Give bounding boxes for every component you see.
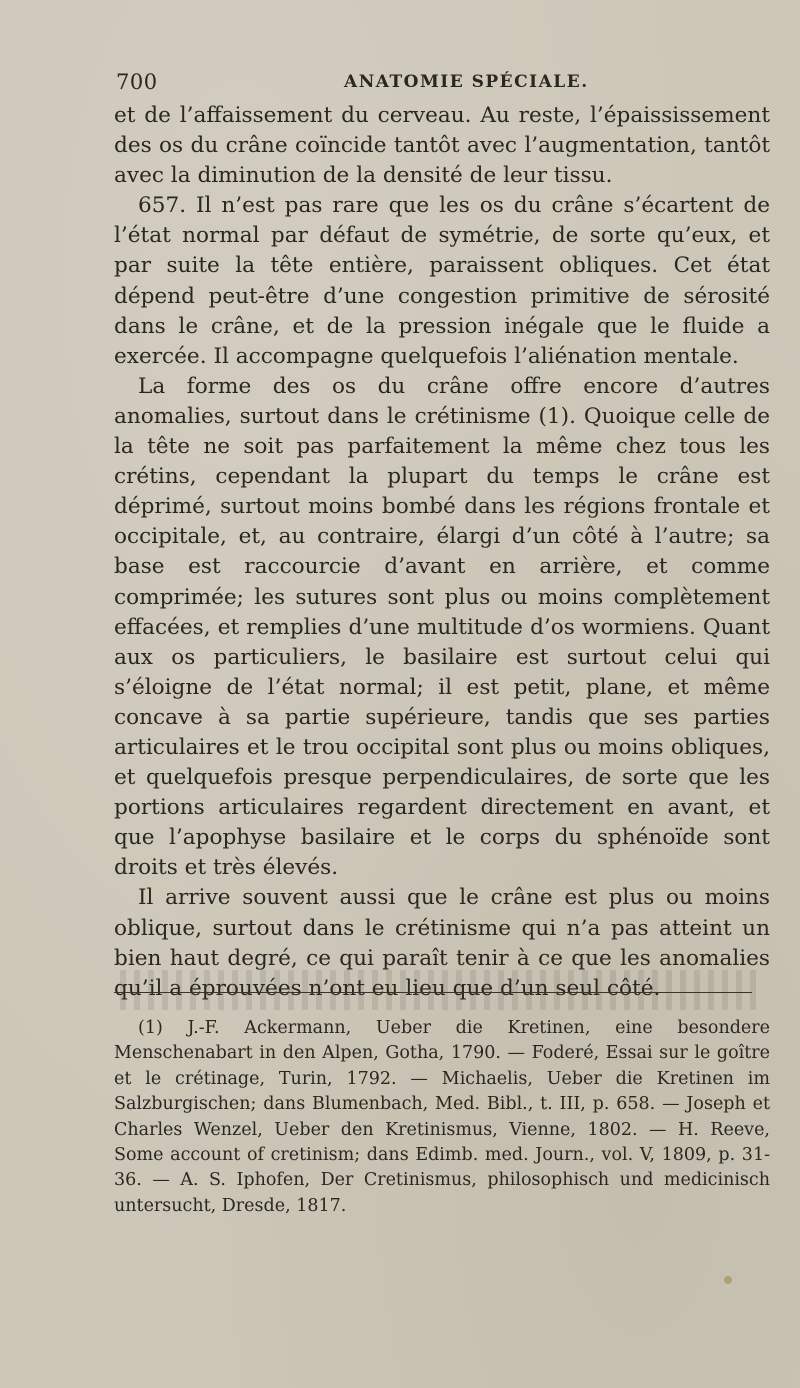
paragraph-cretinism: La forme des os du crâne offre encore d’autres anomalies, surtout dans le crétinisme (1). Quoique celle de la tête ne soit pas parfaitement la même chez tous les crétins, cependant la plupart du temps le crâne est déprimé, surtout moins bombé dans les régions frontale et occipitale, et, au contraire, élargi d’un côté à l’autre; sa base est raccourcie d’avant en arrière, et comme comprimée; les sutures sont plus ou moins complètement effacées, et remplies d’une multitude d’os wormiens. Quant aux os particuliers, le basilaire est surtout celui qui s’éloigne de l’état normal; il est petit, plane, et même concave à sa partie supérieure, tandis que ses parties articulaires et le trou occipital sont plus ou moins obliques, et quelquefois presque perpendiculaires, de sorte que les portions articulaires regardent directement en avant, et que l’apophyse basilaire et le corps du sphénoïde sont droits et très élevés. <box>114 373 770 881</box>
paragraph-continuation: et de l’affaissement du cerveau. Au reste, l’épaississement des os du crâne coïncide tantôt avec l’augmentation, tantôt avec la diminution de la densité de leur tissu. <box>114 103 770 189</box>
paper-stain <box>724 1276 732 1284</box>
paragraph-657: 657. Il n’est pas rare que les os du crâne s’écartent de l’état normal par défaut de symétrie, de sorte qu’eux, et par suite la tête entière, paraissent obliques. Cet état dépend peut-être d’une congestion primitive de sérosité dans le crâne, et de la pression inégale que le fluide a exercée. Il accompagne quelquefois l’aliénation mentale. <box>114 193 770 369</box>
footnote <box>114 1016 770 1219</box>
running-head <box>116 70 766 100</box>
footnote-text: (1) J.-F. Ackermann, Ueber die Kretinen, eine besondere Menschenabart in den Alpen, Gotha, 1790. — Foderé, Essai sur le goître et le crétinage, Turin, 1792. — Michaelis, Ueber die Kretinen im Salzburgischen; dans Blumenbach, Med. Bibl., t. III, p. 658. — Joseph et Charles Wenzel, Ueber den Kretinismus, Vienne, 1802. — H. Reeve, Some account of cretinism; dans Edimb. med. Journ., vol. V, 1809, p. 31-36. — A. S. Iphofen, Der Cretinismus, philosophisch und medicinisch untersucht, Dresde, 1817. <box>114 1018 770 1216</box>
main-text <box>114 101 770 1004</box>
paragraph-oblique-skull: Il arrive souvent aussi que le crâne est plus ou moins oblique, surtout dans le crétinisme qui n’a pas atteint un bien haut degré, ce qui paraît tenir à ce que les anomalies qu’il a éprouvées n’ont eu lieu que d’un seul côté. <box>114 885 770 1001</box>
footnote-rule <box>114 992 752 993</box>
page-number: 700 <box>116 70 158 94</box>
running-title: ANATOMIE SPÉCIALE. <box>344 72 589 92</box>
show-through-text <box>120 970 760 1010</box>
